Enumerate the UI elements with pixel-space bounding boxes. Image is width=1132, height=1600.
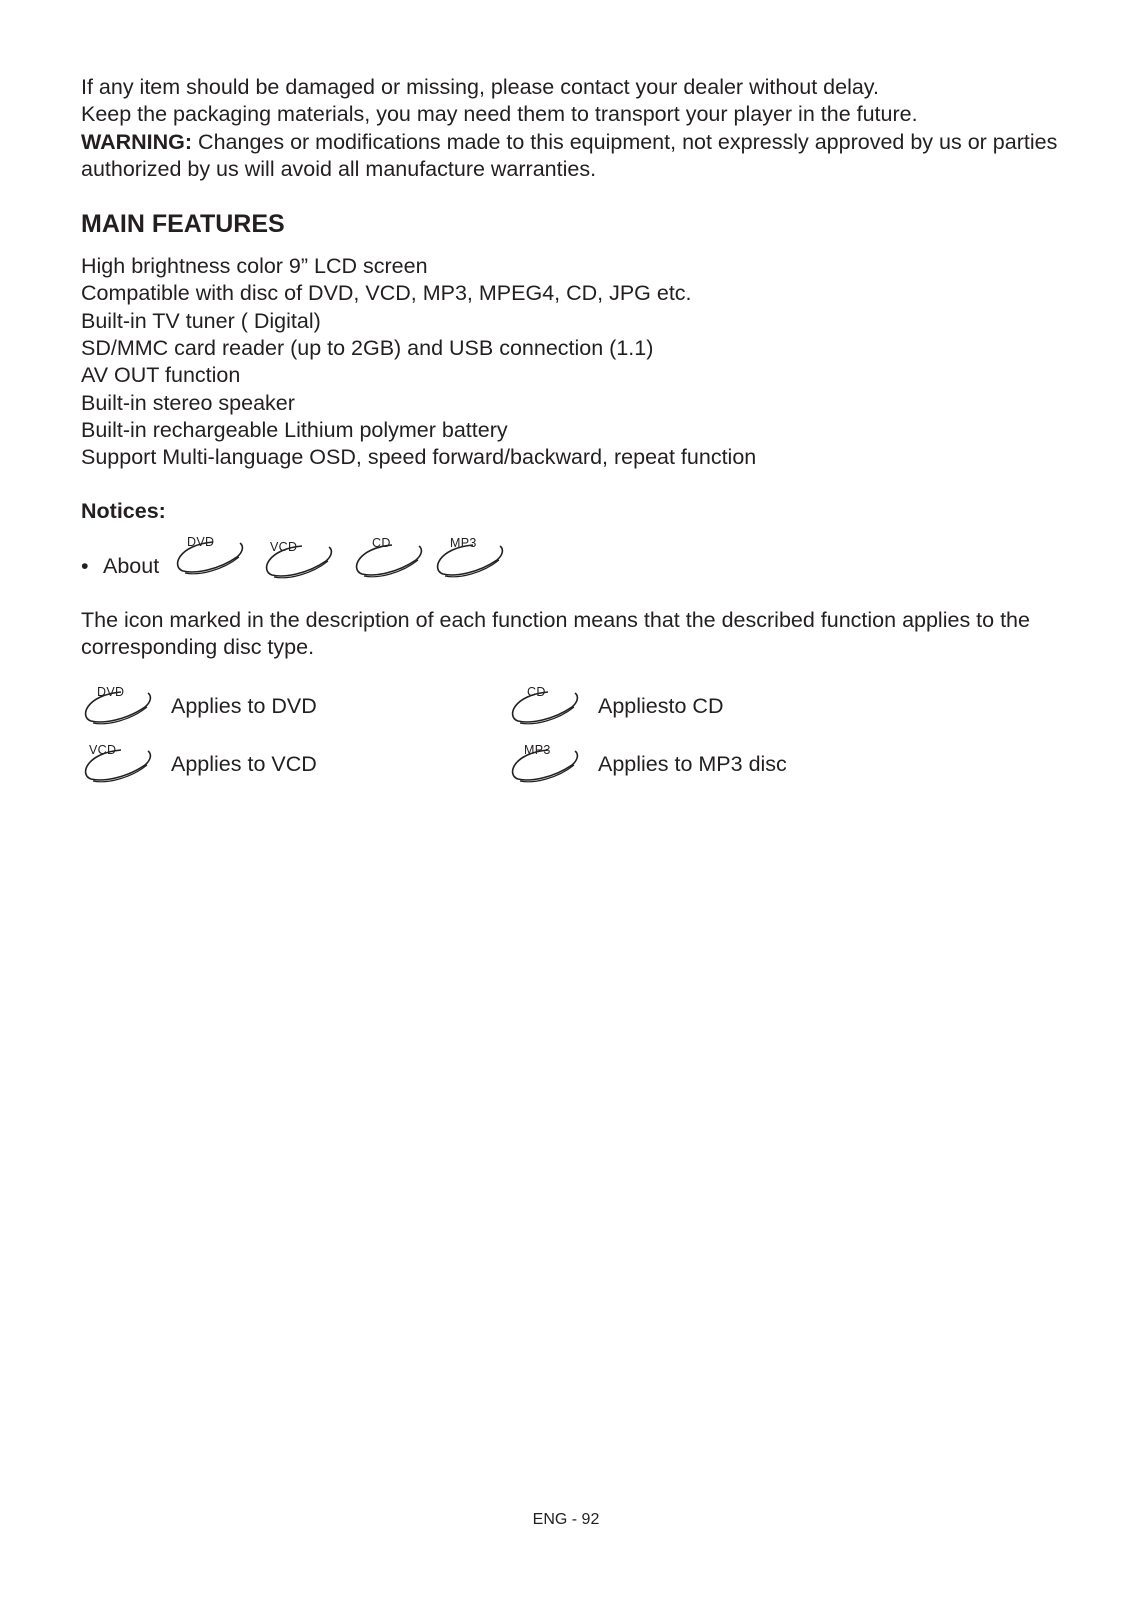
disc-icon-label: DVD	[97, 685, 125, 700]
legend-label: Applies to DVD	[171, 694, 317, 719]
disc-icon-label: VCD	[89, 743, 117, 758]
intro-line-damaged: If any item should be damaged or missing, please contact your dealer without delay.	[81, 75, 879, 99]
disc-icon-label: MP3	[524, 743, 551, 758]
intro-line-packaging: Keep the packaging materials, you may need them to transport your player in the future.	[81, 102, 918, 127]
main-features-heading: MAIN FEATURES	[81, 210, 285, 239]
legend-item-mp3	[508, 741, 908, 787]
warning-label: WARNING:	[81, 129, 193, 154]
legend-item-dvd	[81, 683, 481, 729]
manual-page	[81, 74, 1061, 803]
legend-item-cd	[508, 683, 908, 729]
features-list	[81, 253, 1061, 471]
feature-item: Built-in TV tuner ( Digital)	[81, 308, 321, 333]
disc-icon-label: MP3	[450, 535, 477, 550]
legend-item-vcd	[81, 741, 481, 787]
about-row	[81, 533, 1061, 593]
feature-item: AV OUT function	[81, 363, 241, 388]
feature-item: Built-in stereo speaker	[81, 390, 295, 415]
legend-label: Appliesto CD	[598, 694, 724, 719]
bullet-point: •	[81, 553, 89, 578]
vcd-disc-icon	[81, 741, 157, 787]
vcd-disc-icon	[262, 537, 338, 583]
about-label: About	[103, 553, 160, 578]
cd-disc-icon	[508, 683, 584, 729]
disc-icon-label: DVD	[187, 534, 215, 549]
warning-text: Changes or modifications made to this equipment, not expressly approved by us or parties authorized by us will avoid all manufacture warranties.	[81, 129, 1058, 181]
disc-icon-label: CD	[372, 535, 391, 550]
feature-item: Compatible with disc of DVD, VCD, MP3, MPEG4, CD, JPG etc.	[81, 281, 692, 306]
disc-icon-label: CD	[527, 685, 546, 700]
page-number: ENG - 92	[532, 1511, 600, 1528]
intro-section	[81, 74, 1061, 183]
feature-item: Built-in rechargeable Lithium polymer battery	[81, 417, 508, 442]
disc-legend	[81, 683, 1061, 803]
feature-item: SD/MMC card reader (up to 2GB) and USB connection (1.1)	[81, 336, 654, 361]
legend-label: Applies to MP3 disc	[598, 752, 787, 777]
feature-item: Support Multi-language OSD, speed forward/backward, repeat function	[81, 445, 757, 470]
mp3-disc-icon	[433, 536, 509, 582]
dvd-disc-icon	[173, 533, 249, 579]
notices-title: Notices:	[81, 498, 166, 523]
cd-disc-icon	[352, 536, 428, 582]
warning-paragraph	[81, 129, 1061, 184]
disc-icon-label: VCD	[270, 539, 298, 554]
feature-item: High brightness color 9” LCD screen	[81, 254, 428, 279]
legend-label: Applies to VCD	[171, 752, 317, 777]
mp3-disc-icon	[508, 741, 584, 787]
icon-description: The icon marked in the description of each function means that the described function applies to the corresponding disc type.	[81, 607, 1030, 660]
dvd-disc-icon	[81, 683, 157, 729]
